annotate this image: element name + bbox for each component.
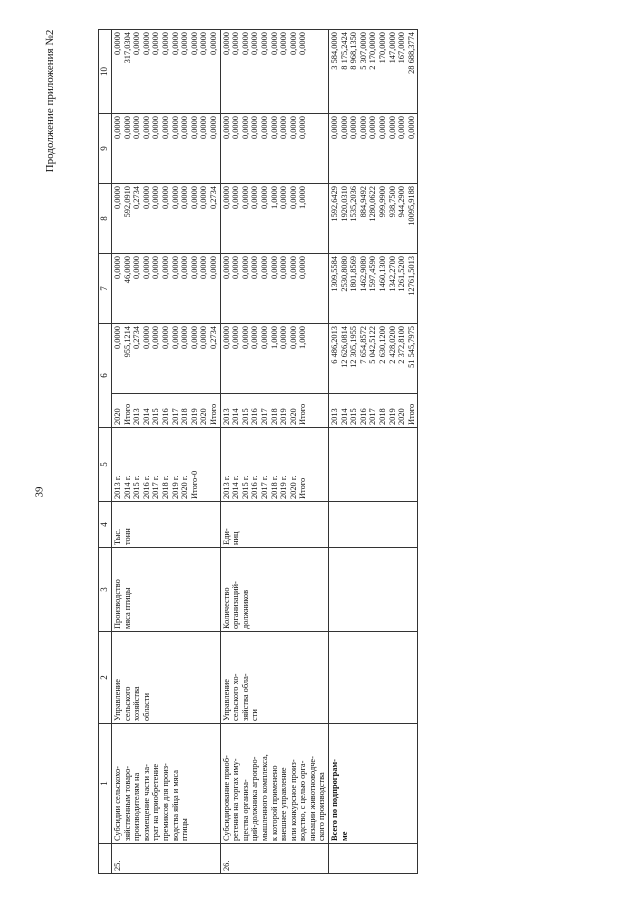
value-col-8: 0,0000 592,0910 0,2734 0,0000 0,0000 0,0000 0,0000 0,0000 0,0000 0,0000 0,2734: [112, 184, 221, 254]
col-header: [99, 844, 112, 874]
value-col-10: 0,0000 0,0000 0,0000 0,0000 0,0000 0,0000 0,0000 0,0000 0,0000: [220, 30, 329, 114]
value-col-7: 0,0000 46,0000 0,0000 0,0000 0,0000 0,0000 0,0000 0,0000 0,0000 0,0000 0,0000: [112, 254, 221, 324]
total-row: [329, 30, 418, 874]
rotated-table-wrapper: [98, 30, 598, 874]
value-col-10: 0,0000 317,0304 0,0000 0,0000 0,0000 0,0000 0,0000 0,0000 0,0000 0,0000 0,0000: [112, 30, 221, 114]
empty-cell: [329, 428, 418, 502]
col-header: 8: [99, 184, 112, 254]
empty-cell: [329, 632, 418, 724]
table-row: [220, 30, 329, 874]
page-number: 39: [33, 486, 46, 498]
value-col-7: 0,0000 0,0000 0,0000 0,0000 0,0000 0,0000 0,0000 0,0000 0,0000: [220, 254, 329, 324]
continuation-title: Продолжение приложения №2: [44, 29, 56, 173]
unit: Тыс. тонн: [112, 502, 221, 548]
col-header: 10: [99, 30, 112, 114]
row-number: 26.: [220, 844, 329, 874]
measure-name: Субсидирование приоб- ретения на торгах иму- щества организа- ций-должника агропро- мышленного комплекса, к которой применено внешнее управление или конкурсное произ- водство, с целью орга- низации животноводче- ского производства: [220, 724, 329, 844]
finance-years: 2013 2014 2015 2016 2017 2018 2019 2020 Итого: [329, 394, 418, 428]
finance-years: 2020 Итого 2013 2014 2015 2016 2017 2018 2019 2020 Итого: [112, 394, 221, 428]
col-header: 1: [99, 724, 112, 844]
indicator-years: 2013 г. 2014 г. 2015 г. 2016 г. 2017 г. 2018 г. 2019 г. 2020 г. Итого: [220, 428, 329, 502]
program-table: [98, 29, 418, 874]
indicator: Количество организаций- должников: [220, 548, 329, 632]
total-col-6: 6 486,2013 12 626,0814 12 305,1955 7 654,8572 5 042,5122 2 630,1200 2 428,0200 2 372,8100 51 545,7975: [329, 324, 418, 394]
value-col-9: 0,0000 0,0000 0,0000 0,0000 0,0000 0,0000 0,0000 0,0000 0,0000 0,0000 0,0000: [112, 114, 221, 184]
row-number: 25.: [112, 844, 221, 874]
total-col-10: 3 584,0000 8 175,2424 8 968,1350 5 307,0000 2 170,0000 170,0000 147,0000 167,0000 28 688,3774: [329, 30, 418, 114]
col-header: 7: [99, 254, 112, 324]
total-col-8: 1592,6429 1920,0310 1535,2036 884,9492 1280,0622 999,9900 938,7500 944,2900 10095,9188: [329, 184, 418, 254]
executor: Управление сельского хозяйства области: [112, 632, 221, 724]
unit: Еди- ниц: [220, 502, 329, 548]
indicator: Производство мяса птицы: [112, 548, 221, 632]
executor: Управление сельского хо- зяйства обла- сти: [220, 632, 329, 724]
col-header: 4: [99, 502, 112, 548]
value-col-8: 0,0000 0,0000 0,0000 0,0000 0,0000 1,0000 0,0000 0,0000 1,0000: [220, 184, 329, 254]
col-header: 5: [99, 428, 112, 502]
value-col-6: 0,0000 0,0000 0,0000 0,0000 0,0000 1,0000 0,0000 0,0000 1,0000: [220, 324, 329, 394]
col-header: 3: [99, 548, 112, 632]
total-col-9: 0,0000 0,0000 0,0000 0,0000 0,0000 0,0000 0,0000 0,0000 0,0000: [329, 114, 418, 184]
indicator-years: 2013 г. 2014 г. 2015 г. 2016 г. 2017 г. 2018 г. 2019 г. 2020 г. Итого-0: [112, 428, 221, 502]
table-row: [112, 30, 221, 874]
measure-name: Субсидии сельскохо- зяйственным товаро- производителям на возмещение части за- трат на приобретение премиксов для произ- водства яйца и мяса птицы: [112, 724, 221, 844]
empty-cell: [329, 844, 418, 874]
finance-years: 2013 2014 2015 2016 2017 2018 2019 2020 Итого: [220, 394, 329, 428]
col-header: 6: [99, 324, 112, 428]
header-row: [99, 30, 112, 874]
empty-cell: [329, 502, 418, 548]
value-col-6: 0,0000 955,1214 0,2734 0,0000 0,0000 0,0000 0,0000 0,0000 0,0000 0,0000 0,2734: [112, 324, 221, 394]
empty-cell: [329, 548, 418, 632]
total-col-7: 1309,5584 2530,8080 1801,8569 1462,9080 1597,4590 1460,1300 1342,2700 1261,5200 12761,5013: [329, 254, 418, 324]
total-label: Всего по подпрограм- ме: [329, 724, 418, 844]
col-header: 2: [99, 632, 112, 724]
value-col-9: 0,0000 0,0000 0,0000 0,0000 0,0000 0,0000 0,0000 0,0000 0,0000: [220, 114, 329, 184]
col-header: 9: [99, 114, 112, 184]
